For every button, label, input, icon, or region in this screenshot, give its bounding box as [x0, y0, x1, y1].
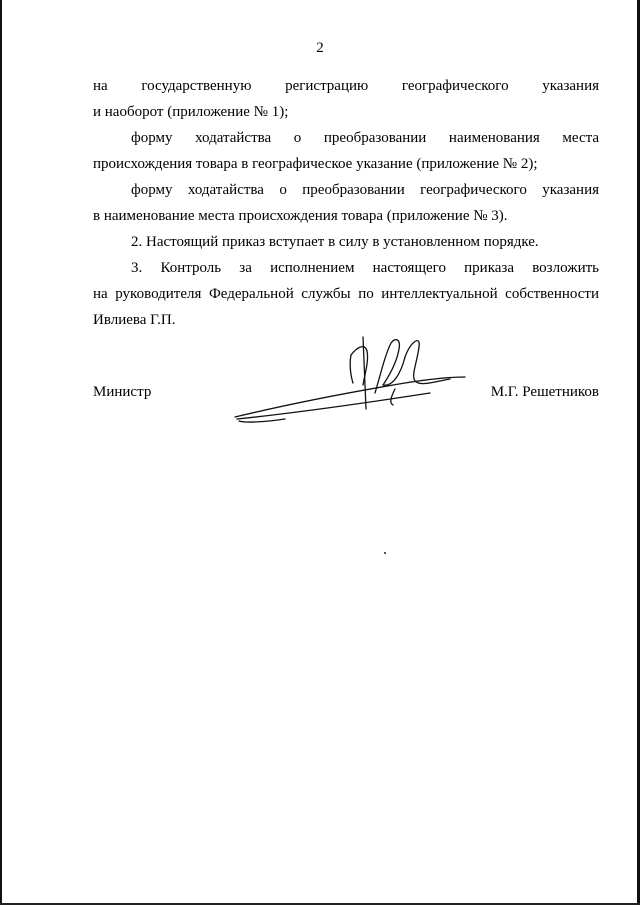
paragraph-3-line-1: форму ходатайства о преобразовании географического указания	[131, 182, 599, 198]
paragraph-4-line-1: 2. Настоящий приказ вступает в силу в установленном порядке.	[131, 234, 539, 250]
paragraph-5-line-1: 3. Контроль за исполнением настоящего приказа возложить	[131, 260, 599, 276]
paragraph-3-line-2: в наименование места происхождения товара (приложение № 3).	[93, 208, 508, 224]
scan-edge-left	[0, 0, 2, 905]
paragraph-2-line-1: форму ходатайства о преобразовании наименования места	[131, 130, 599, 146]
signatory-name: М.Г. Решетников	[490, 384, 599, 400]
document-body	[93, 73, 599, 333]
paragraph-5-line-3: Ивлиева Г.П.	[93, 312, 176, 328]
paragraph-2-line-2: происхождения товара в географическое указание (приложение № 2);	[93, 156, 538, 172]
page-number: 2	[316, 40, 324, 56]
paragraph-1-line-2: и наоборот (приложение № 1);	[93, 104, 289, 120]
scan-speck	[384, 552, 386, 554]
paragraph-1-line-1: на государственную регистрацию географического указания	[93, 78, 599, 94]
signature-block	[93, 384, 599, 404]
paragraph-5-line-2: на руководителя Федеральной службы по интеллектуальной собственности	[93, 286, 599, 302]
signatory-title: Министр	[93, 384, 152, 400]
handwritten-signature	[225, 333, 475, 433]
